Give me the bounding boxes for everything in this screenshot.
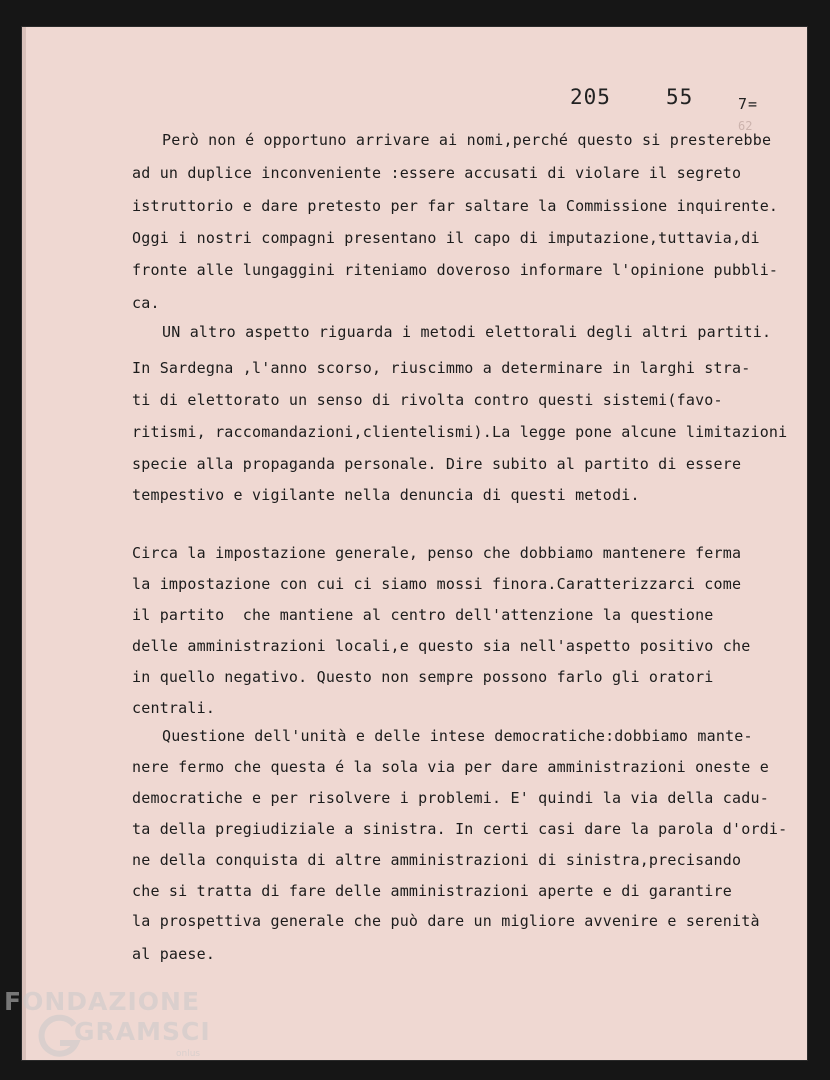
watermark-suffix: onlus xyxy=(176,1049,201,1059)
page-number: 7= xyxy=(738,95,759,113)
text-line: che si tratta di fare delle amministrazioni aperte e di garantire xyxy=(132,882,732,900)
text-line: ritismi, raccomandazioni,clientelismi).La legge pone alcune limitazioni xyxy=(132,423,788,441)
text-line: Oggi i nostri compagni presentano il capo di imputazione,tuttavia,di xyxy=(132,229,760,247)
watermark xyxy=(4,987,219,1072)
text-line: in quello negativo. Questo non sempre possono farlo gli oratori xyxy=(132,668,714,686)
text-line: ta della pregiudiziale a sinistra. In certi casi dare la parola d'ordi- xyxy=(132,820,788,838)
document-page xyxy=(22,27,807,1060)
watermark-line1: FONDAZIONE xyxy=(4,987,201,1016)
text-line: fronte alle lungaggini riteniamo doveroso informare l'opinione pubbli- xyxy=(132,261,779,279)
text-line: delle amministrazioni locali,e questo sia nell'aspetto positivo che xyxy=(132,637,751,655)
archive-number-1: 205 xyxy=(570,85,611,109)
text-line: centrali. xyxy=(132,699,216,717)
text-line: ad un duplice inconveniente :essere accusati di violare il segreto xyxy=(132,164,742,182)
text-line: al paese. xyxy=(132,945,216,963)
text-line: In Sardegna ,l'anno scorso, riuscimmo a determinare in larghi stra- xyxy=(132,359,751,377)
faint-mark: 62 xyxy=(738,119,753,133)
text-line: Circa la impostazione generale, penso che dobbiamo mantenere ferma xyxy=(132,544,742,562)
text-line: ne della conquista di altre amministrazioni di sinistra,precisando xyxy=(132,851,742,869)
watermark-line2: GRAMSCI xyxy=(74,1017,211,1046)
text-line: specie alla propaganda personale. Dire subito al partito di essere xyxy=(132,455,742,473)
page-edge xyxy=(22,27,26,1060)
archive-number-2: 55 xyxy=(666,85,694,109)
text-line: il partito che mantiene al centro dell'attenzione la questione xyxy=(132,606,714,624)
text-line: tempestivo e vigilante nella denuncia di questi metodi. xyxy=(132,486,640,504)
text-line: UN altro aspetto riguarda i metodi elettorali degli altri partiti. xyxy=(162,323,772,341)
text-line: democratiche e per risolvere i problemi. E' quindi la via della cadu- xyxy=(132,789,769,807)
text-line: nere fermo che questa é la sola via per dare amministrazioni oneste e xyxy=(132,758,769,776)
text-line: ti di elettorato un senso di rivolta contro questi sistemi(favo- xyxy=(132,391,723,409)
text-line: Questione dell'unità e delle intese democratiche:dobbiamo mante- xyxy=(162,727,753,745)
text-line: la impostazione con cui ci siamo mossi finora.Caratterizzarci come xyxy=(132,575,742,593)
text-line: la prospettiva generale che può dare un migliore avvenire e serenità xyxy=(132,912,760,930)
text-line: istruttorio e dare pretesto per far saltare la Commissione inquirente. xyxy=(132,197,779,215)
text-line: Però non é opportuno arrivare ai nomi,perché questo si presterebbe xyxy=(162,131,772,149)
text-line: ca. xyxy=(132,294,160,312)
